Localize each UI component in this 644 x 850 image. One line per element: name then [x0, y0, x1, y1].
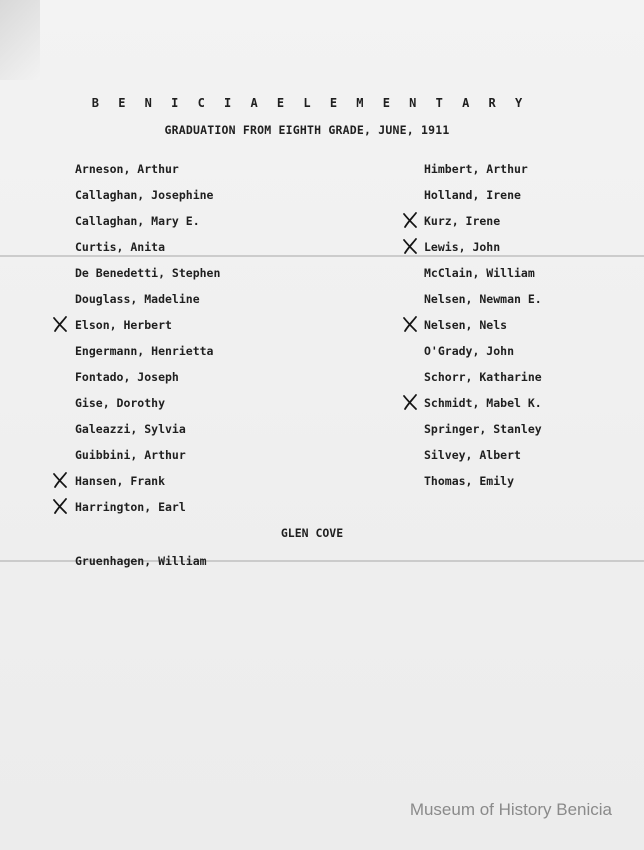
graduate-name: Curtis, Anita: [75, 240, 166, 254]
graduate-name: Holland, Irene: [424, 188, 521, 202]
graduate-entry: [424, 160, 542, 186]
graduate-name: Lewis, John: [424, 240, 501, 254]
graduate-name: Galeazzi, Sylvia: [75, 422, 186, 436]
graduate-entry: [75, 264, 220, 290]
graduate-entry: [75, 420, 220, 446]
graduate-name: Springer, Stanley: [424, 422, 542, 436]
graduate-name: Engermann, Henrietta: [75, 344, 214, 358]
graduate-name: Nelsen, Nels: [424, 318, 508, 332]
graduate-name: Schorr, Katharine: [424, 370, 542, 384]
graduate-entry: [424, 472, 542, 498]
graduate-entry: [75, 238, 220, 264]
x-mark-icon: [50, 470, 70, 490]
glen-cove-name-list: [75, 552, 207, 570]
graduate-entry: [75, 160, 220, 186]
x-mark-icon: [400, 392, 420, 412]
graduate-entry: [424, 212, 542, 238]
graduate-entry: [424, 342, 542, 368]
graduate-entry: [75, 498, 220, 524]
graduate-entry: [424, 394, 542, 420]
graduate-entry: [424, 264, 542, 290]
document-subtitle: GRADUATION FROM EIGHTH GRADE, JUNE, 1911: [164, 123, 450, 137]
graduate-entry: [75, 186, 220, 212]
graduate-entry: [424, 420, 542, 446]
right-name-column: [424, 160, 542, 498]
graduate-name: McClain, William: [424, 266, 535, 280]
graduate-name: Fontado, Joseph: [75, 370, 179, 384]
glen-cove-heading: GLEN COVE: [280, 526, 344, 540]
graduate-entry: [424, 316, 542, 342]
graduate-name: Callaghan, Mary E.: [75, 214, 200, 228]
graduate-entry: [424, 446, 542, 472]
graduate-entry: [75, 290, 220, 316]
x-mark-icon: [400, 236, 420, 256]
graduate-entry: [75, 212, 220, 238]
graduate-entry: [75, 316, 220, 342]
x-mark-icon: [400, 210, 420, 230]
graduate-name: Thomas, Emily: [424, 474, 515, 488]
graduate-entry: [75, 446, 220, 472]
document-title: B E N I C I A E L E M E N T A R Y: [91, 96, 529, 110]
graduate-entry: [424, 368, 542, 394]
paper-corner-shadow: [0, 0, 40, 80]
graduate-name: Douglass, Madeline: [75, 292, 200, 306]
museum-watermark: Museum of History Benicia: [409, 800, 612, 819]
graduate-name: Hansen, Frank: [75, 474, 166, 488]
left-name-column: [75, 160, 220, 524]
graduate-name: Schmidt, Mabel K.: [424, 396, 542, 410]
graduate-name: Kurz, Irene: [424, 214, 501, 228]
graduate-name: Arneson, Arthur: [75, 162, 179, 176]
graduate-name: Gruenhagen, William: [75, 554, 207, 568]
graduate-name: Harrington, Earl: [75, 500, 186, 514]
graduate-entry: [424, 290, 542, 316]
x-mark-icon: [50, 496, 70, 516]
graduate-entry: [424, 186, 542, 212]
x-mark-icon: [50, 314, 70, 334]
graduate-name: De Benedetti, Stephen: [75, 266, 221, 280]
graduate-name: Guibbini, Arthur: [75, 448, 186, 462]
graduate-entry: [75, 394, 220, 420]
graduate-name: Nelsen, Newman E.: [424, 292, 542, 306]
graduate-entry: [75, 342, 220, 368]
graduate-name: Himbert, Arthur: [424, 162, 528, 176]
graduate-entry: [75, 472, 220, 498]
graduate-name: Silvey, Albert: [424, 448, 521, 462]
graduate-name: Gise, Dorothy: [75, 396, 166, 410]
graduate-entry: [75, 368, 220, 394]
graduate-name: Callaghan, Josephine: [75, 188, 214, 202]
graduate-name: Elson, Herbert: [75, 318, 172, 332]
x-mark-icon: [400, 314, 420, 334]
graduate-name: O'Grady, John: [424, 344, 515, 358]
graduate-entry: [424, 238, 542, 264]
